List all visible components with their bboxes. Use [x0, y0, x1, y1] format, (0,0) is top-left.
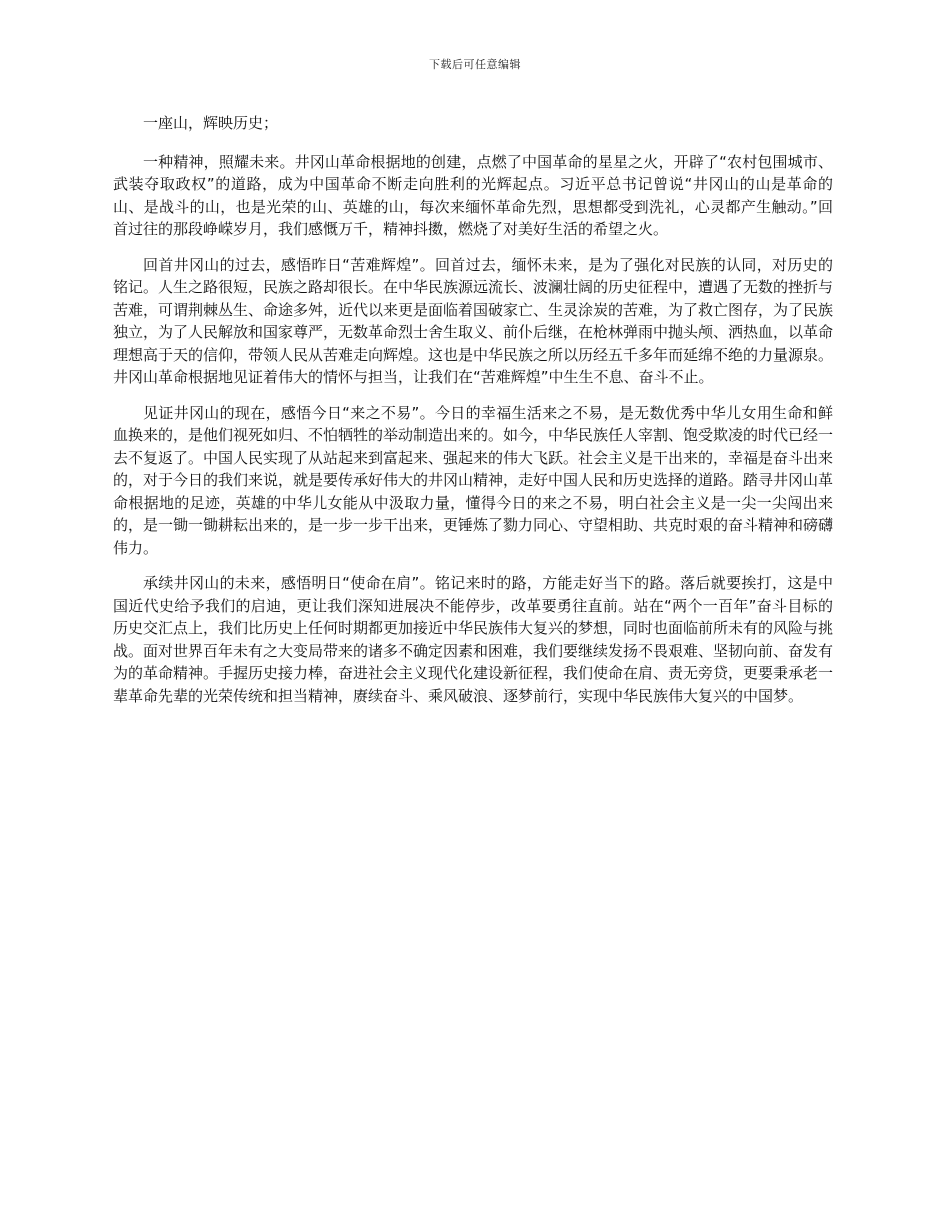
paragraph-present: 见证井冈山的现在，感悟今日“来之不易”。今日的幸福生活来之不易，是无数优秀中华儿女用生命和鲜血换来的，是他们视死如归、不怕牺牲的举动制造出来的。如今，中华民族任人宰割、饱受欺凌的时代已经一去不复返了。中国人民实现了从站起来到富起来、强起来的伟大飞跃。社会主义是干出来的，幸福是奋斗出来的，对于今日的我们来说，就是要传承好伟大的井冈山精神，走好中国人民和历史选择的道路。踏寻井冈山革命根据地的足迹，英雄的中华儿女能从中汲取力量，懂得今日的来之不易，明白社会主义是一尖一尖闯出来的，是一锄一锄耕耘出来的，是一步一步干出来，更锤炼了勠力同心、守望相助、共克时艰的奋斗精神和磅礴伟力。 [113, 403, 834, 557]
paragraph-past: 回首井冈山的过去，感悟昨日“苦难辉煌”。回首过去，缅怀未来，是为了强化对民族的认同，对历史的铭记。人生之路很短，民族之路却很长。在中华民族源远流长、波澜壮阔的历史征程中，遭遇了无数的挫折与苦难，可谓荆棘丛生、命途多舛，近代以来更是面临着国破家亡、生灵涂炭的苦难，为了救亡图存，为了民族独立，为了人民解放和国家尊严，无数革命烈士舍生取义、前仆后继，在枪林弹雨中抛头颅、洒热血，以革命理想高于天的信仰，带领人民从苦难走向辉煌。这也是中华民族之所以历经五千多年而延绵不绝的力量源泉。井冈山革命根据地见证着伟大的情怀与担当，让我们在“苦难辉煌”中生生不息、奋斗不止。 [113, 255, 834, 386]
paragraph-spirit: 一种精神，照耀未来。井冈山革命根据地的创建，点燃了中国革命的星星之火，开辟了“农村包围城市、武装夺取政权”的道路，成为中国革命不断走向胜利的光辉起点。习近平总书记曾说“井冈山的山是革命的山、是战斗的山，也是光荣的山、英雄的山，每次来缅怀革命先烈，思想都受到洗礼，心灵都产生触动。”回首过往的那段峥嵘岁月，我们感慨万千，精神抖擞，燃烧了对美好生活的希望之火。 [113, 152, 833, 238]
header-note: 下载后可任意编辑 [429, 58, 521, 71]
document-body [113, 112, 833, 720]
paragraph-future: 承续井冈山的未来，感悟明日“使命在肩”。铭记来时的路，方能走好当下的路。落后就要挨打，这是中国近代史给予我们的启迪，更让我们深知进展决不能停步，改革要勇往直前。站在“两个一百年”奋斗目标的历史交汇点上，我们比历史上任何时期都更加接近中华民族伟大复兴的梦想，同时也面临前所未有的风险与挑战。面对世界百年未有之大变局带来的诸多不确定因素和困难，我们要继续发扬不畏艰难、坚韧向前、奋发有为的革命精神。手握历史接力棒，奋进社会主义现代化建设新征程，我们使命在肩、责无旁贷，更要秉承老一辈革命先辈的光荣传统和担当精神，赓续奋斗、乘风破浪、逐梦前行，实现中华民族伟大复兴的中国梦。 [113, 574, 834, 705]
paragraph-opening: 一座山，辉映历史； [143, 114, 279, 132]
